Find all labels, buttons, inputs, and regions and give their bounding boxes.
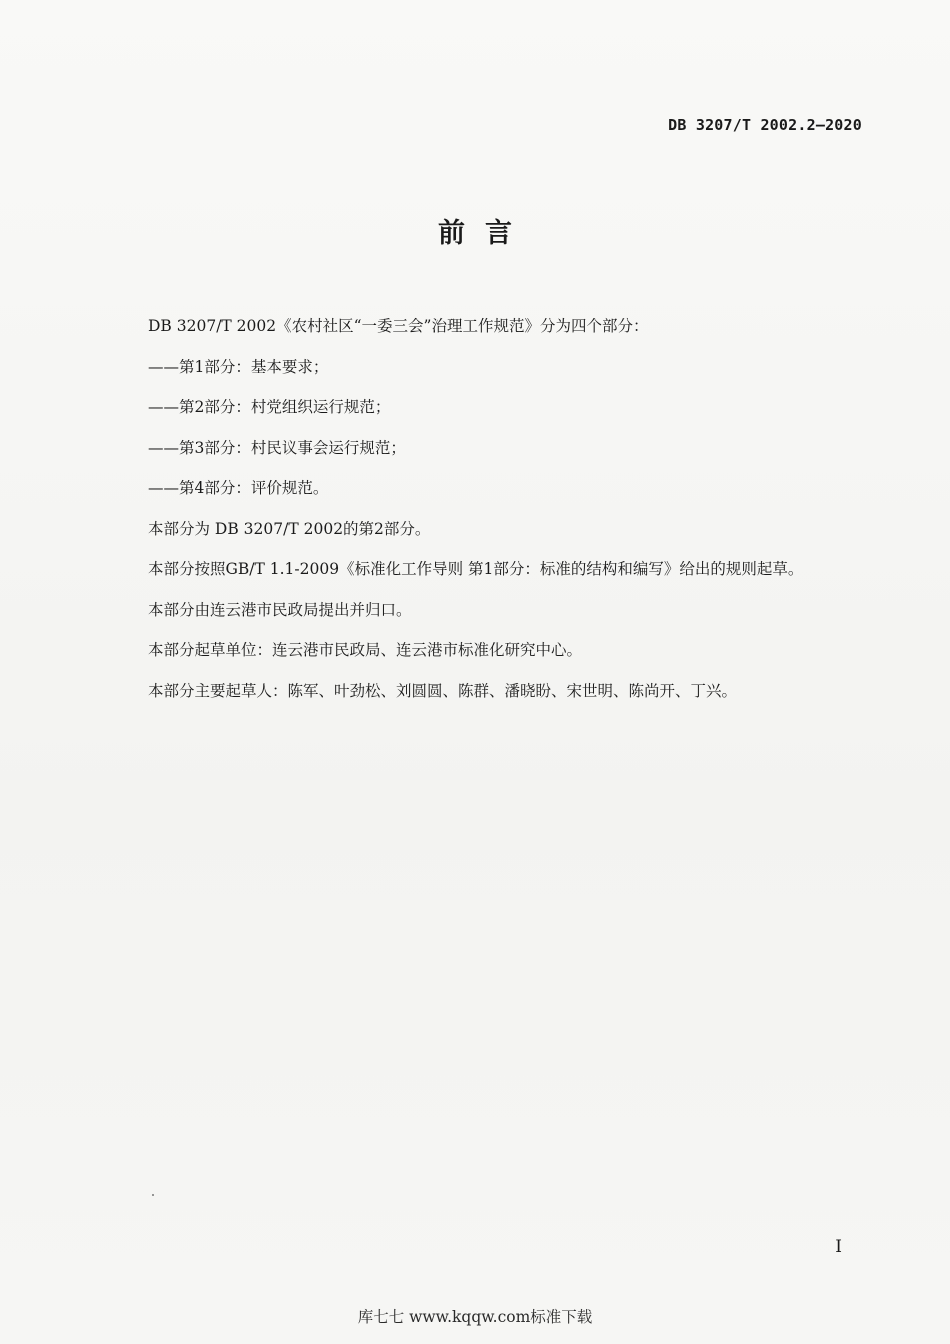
list-item-part-1: ——第1部分：基本要求； [148, 357, 329, 376]
foreword-body [148, 316, 868, 721]
footer-watermark: 库七七 www.kqqw.com标准下载 [357, 1308, 593, 1326]
paragraph-drafters: 本部分主要起草人：陈军、叶劲松、刘圆圆、陈群、潘晓盼、宋世明、陈尚开、丁兴。 [148, 681, 738, 700]
document-code: DB 3207/T 2002.2—2020 [668, 116, 862, 134]
paragraph-part-statement: 本部分为 DB 3207/T 2002的第2部分。 [148, 519, 431, 538]
paragraph-drafting-units: 本部分起草单位：连云港市民政局、连云港市标准化研究中心。 [148, 641, 583, 659]
page-number: I [835, 1237, 842, 1257]
paragraph-drafting-rules: 本部分按照GB/T 1.1-2009《标准化工作导则 第1部分：标准的结构和编写》给出的规则起草。 [148, 560, 804, 578]
paragraph-proposer: 本部分由连云港市民政局提出并归口。 [148, 600, 412, 619]
list-item-part-4: ——第4部分：评价规范。 [148, 479, 329, 497]
page-title: 前言 [438, 218, 532, 249]
list-item-part-3: ——第3部分：村民议事会运行规范； [148, 438, 406, 457]
list-item-part-2: ——第2部分：村党组织运行规范； [148, 398, 391, 416]
scan-speck [152, 1194, 154, 1196]
paragraph-intro: DB 3207/T 2002《农村社区“一委三会”治理工作规范》分为四个部分： [148, 317, 649, 335]
